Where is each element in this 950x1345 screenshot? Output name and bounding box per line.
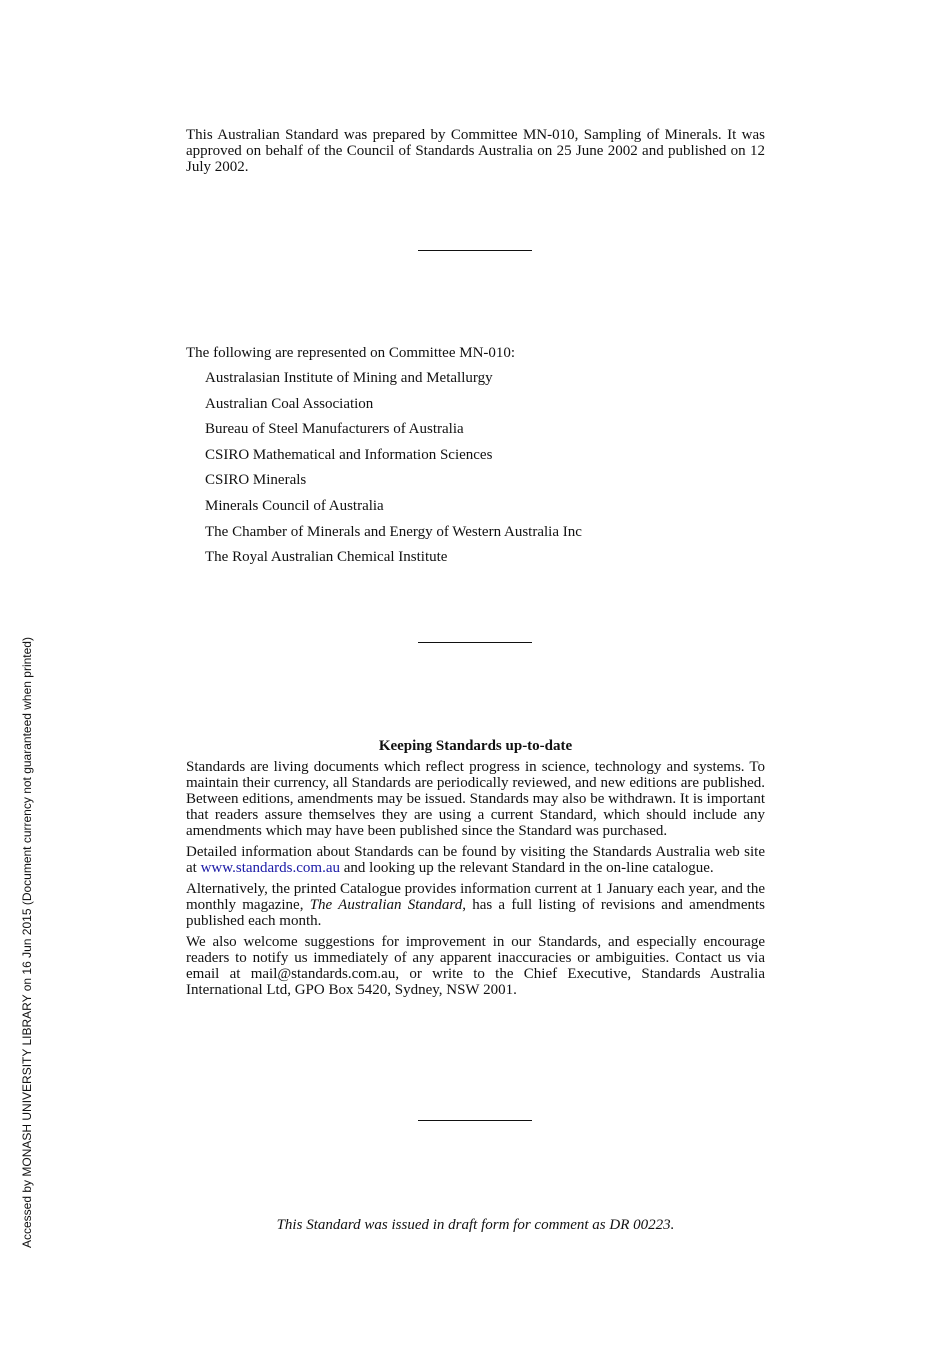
- keeping-p2-text-before: Detailed information about Standards can be found by visiting the Standards Australia web site at: [186, 844, 765, 876]
- section-divider: [418, 1120, 532, 1121]
- keeping-p2-text-after: and looking up the relevant Standard in the on-line catalogue.: [340, 860, 714, 876]
- keeping-paragraph-3: [186, 881, 765, 929]
- standards-website-link[interactable]: www.standards.com.au: [200, 860, 340, 876]
- committee-member: Australian Coal Association: [205, 395, 374, 412]
- magazine-title: The Australian Standard: [309, 897, 463, 913]
- keeping-paragraph-4: We also welcome suggestions for improvement in our Standards, and especially encourage readers to notify us immediately of any apparent inaccuracies or ambiguities. Contact us via email at mail@standards.com.au, or write to the Chief Executive, Standards Australia International Ltd, GPO Box 5420, Sydney, NSW 2001.: [186, 934, 765, 998]
- draft-note: This Standard was issued in draft form for comment as DR 00223.: [276, 1217, 675, 1233]
- committee-member: CSIRO Minerals: [205, 472, 307, 489]
- section-divider: [418, 642, 532, 643]
- section-divider: [418, 250, 532, 251]
- keeping-paragraph-1: Standards are living documents which reflect progress in science, technology and systems. To maintain their currency, all Standards are periodically reviewed, and new editions are published. Between editions, amendments may be issued. Standards may also be withdrawn. It is important that readers assure themselves they are using a current Standard, which should include any amendments which may have been published since the Standard was purchased.: [186, 759, 765, 839]
- committee-intro: The following are represented on Committee MN-010:: [186, 345, 516, 361]
- committee-member-list: [205, 369, 582, 574]
- committee-member: Minerals Council of Australia: [205, 497, 384, 514]
- keeping-p3-text-after: , has a full listing of revisions and amendments published each month.: [186, 897, 765, 929]
- keeping-p3-text-before: Alternatively, the printed Catalogue provides information current at 1 January each year, and the monthly magazine,: [186, 881, 765, 913]
- keeping-paragraph-2: [186, 844, 765, 876]
- approval-paragraph: This Australian Standard was prepared by Committee MN-010, Sampling of Minerals. It was approved on behalf of the Council of Standards Australia on 25 June 2002 and published on 12 July 2002.: [186, 127, 765, 175]
- keeping-standards-body: [186, 759, 765, 1003]
- committee-member: CSIRO Mathematical and Information Sciences: [205, 446, 493, 463]
- committee-member: Australasian Institute of Mining and Metallurgy: [205, 370, 493, 386]
- access-stamp: Accessed by MONASH UNIVERSITY LIBRARY on 16 Jun 2015 (Document currency not guaranteed when printed): [20, 637, 34, 1248]
- keeping-standards-heading: Keeping Standards up-to-date: [378, 738, 573, 754]
- committee-member: The Chamber of Minerals and Energy of Western Australia Inc: [205, 523, 582, 540]
- committee-member: Bureau of Steel Manufacturers of Australia: [205, 421, 464, 438]
- committee-member: The Royal Australian Chemical Institute: [205, 549, 448, 566]
